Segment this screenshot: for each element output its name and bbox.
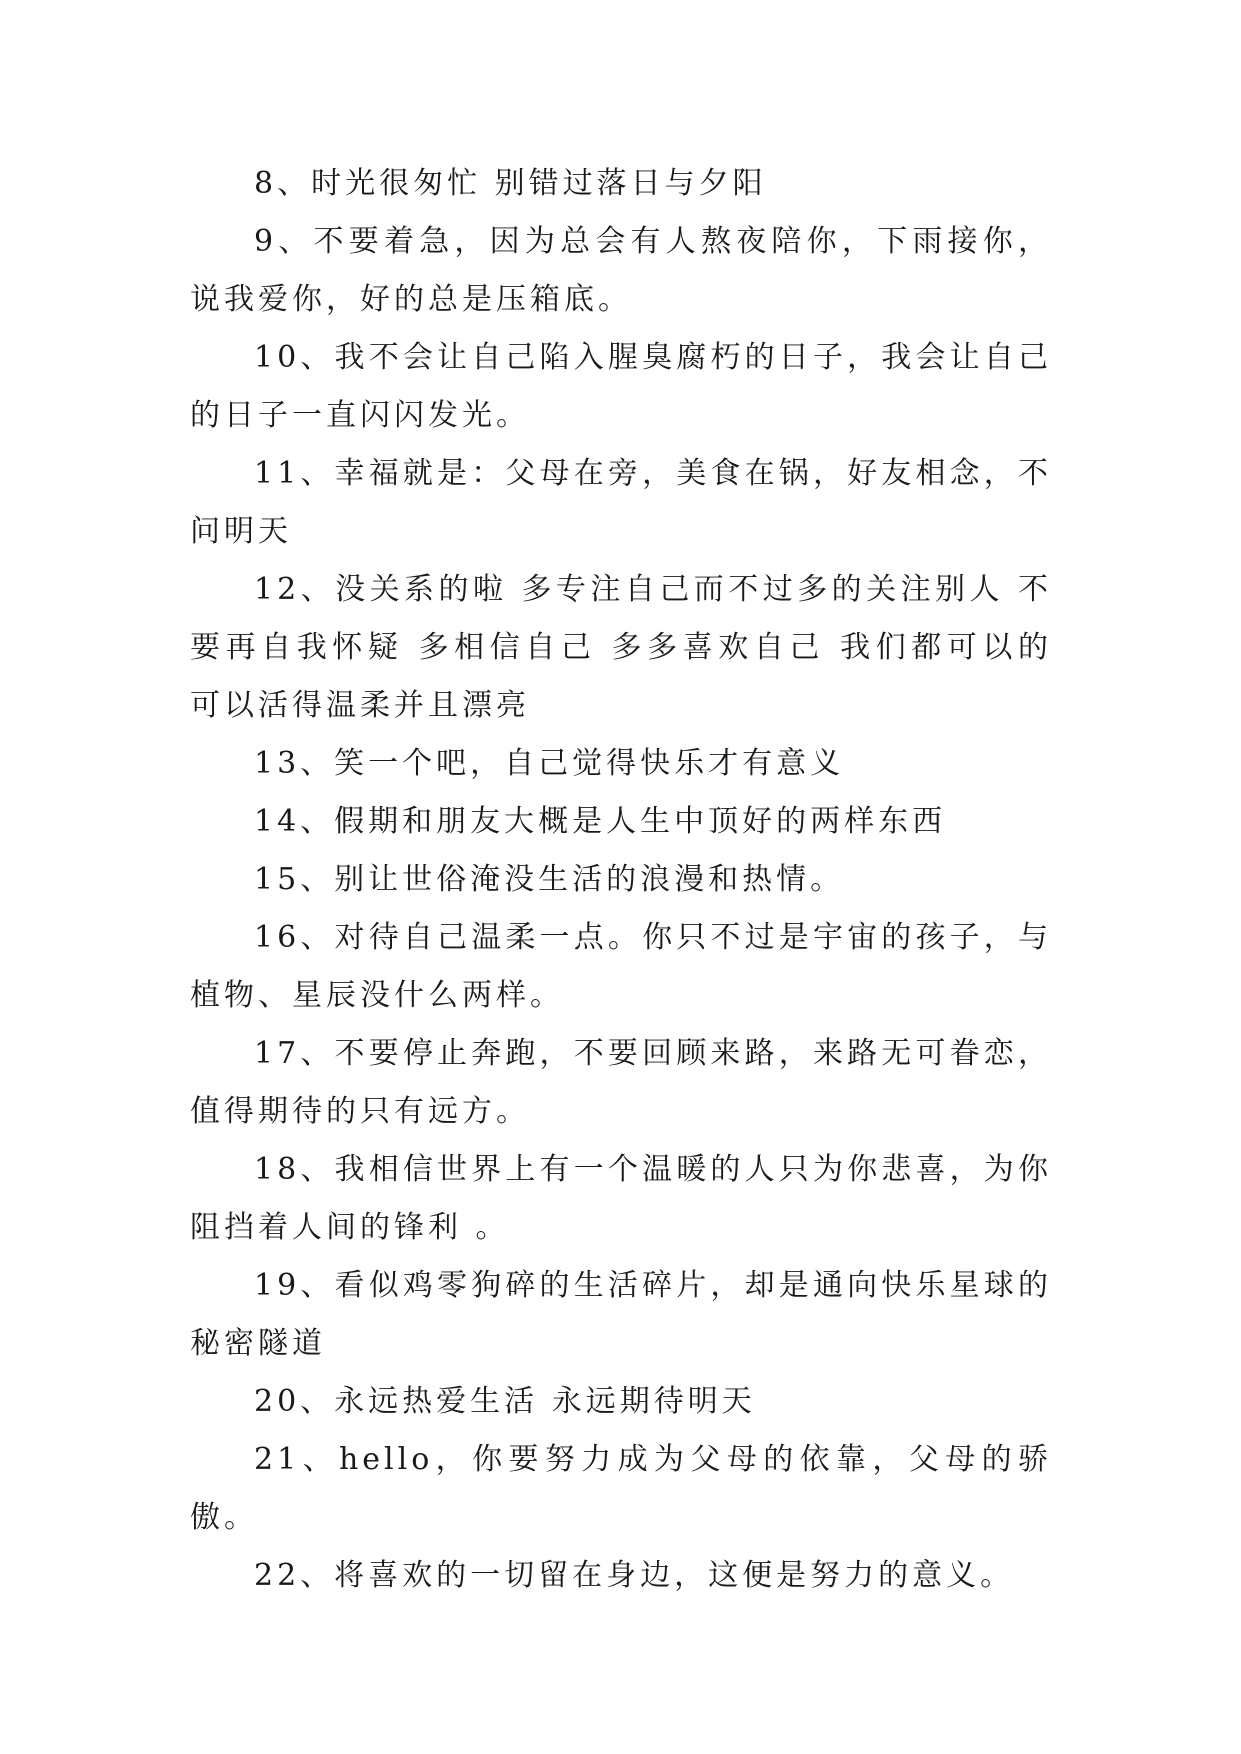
paragraph-17: 17、不要停止奔跑，不要回顾来路，来路无可眷恋，值得期待的只有远方。 xyxy=(190,1036,1052,1129)
paragraph-21: 21、hello，你要努力成为父母的依靠，父母的骄傲。 xyxy=(190,1442,1052,1535)
document-body xyxy=(190,155,1052,1605)
paragraph-10: 10、我不会让自己陷入腥臭腐朽的日子，我会让自己的日子一直闪闪发光。 xyxy=(190,340,1052,433)
paragraph-14: 14、假期和朋友大概是人生中顶好的两样东西 xyxy=(254,804,947,839)
paragraph-19: 19、看似鸡零狗碎的生活碎片，却是通向快乐星球的秘密隧道 xyxy=(190,1268,1052,1361)
paragraph-8: 8、时光很匆忙 别错过落日与夕阳 xyxy=(254,166,767,201)
paragraph-15: 15、别让世俗淹没生活的浪漫和热情。 xyxy=(254,862,845,897)
paragraph-11: 11、幸福就是：父母在旁，美食在锅，好友相念，不问明天 xyxy=(190,456,1052,549)
paragraph-16: 16、对待自己温柔一点。你只不过是宇宙的孩子，与植物、星辰没什么两样。 xyxy=(190,920,1052,1013)
paragraph-18: 18、我相信世界上有一个温暖的人只为你悲喜，为你阻挡着人间的锋利 。 xyxy=(190,1152,1052,1245)
paragraph-12: 12、没关系的啦 多专注自己而不过多的关注别人 不要再自我怀疑 多相信自己 多多喜欢自己 我们都可以的 可以活得温柔并且漂亮 xyxy=(190,572,1052,723)
paragraph-20: 20、永远热爱生活 永远期待明天 xyxy=(254,1384,756,1419)
paragraph-13: 13、笑一个吧，自己觉得快乐才有意义 xyxy=(254,746,845,781)
paragraph-22: 22、将喜欢的一切留在身边，这便是努力的意义。 xyxy=(254,1558,1015,1593)
paragraph-9: 9、不要着急，因为总会有人熬夜陪你，下雨接你，说我爱你，好的总是压箱底。 xyxy=(190,224,1052,317)
